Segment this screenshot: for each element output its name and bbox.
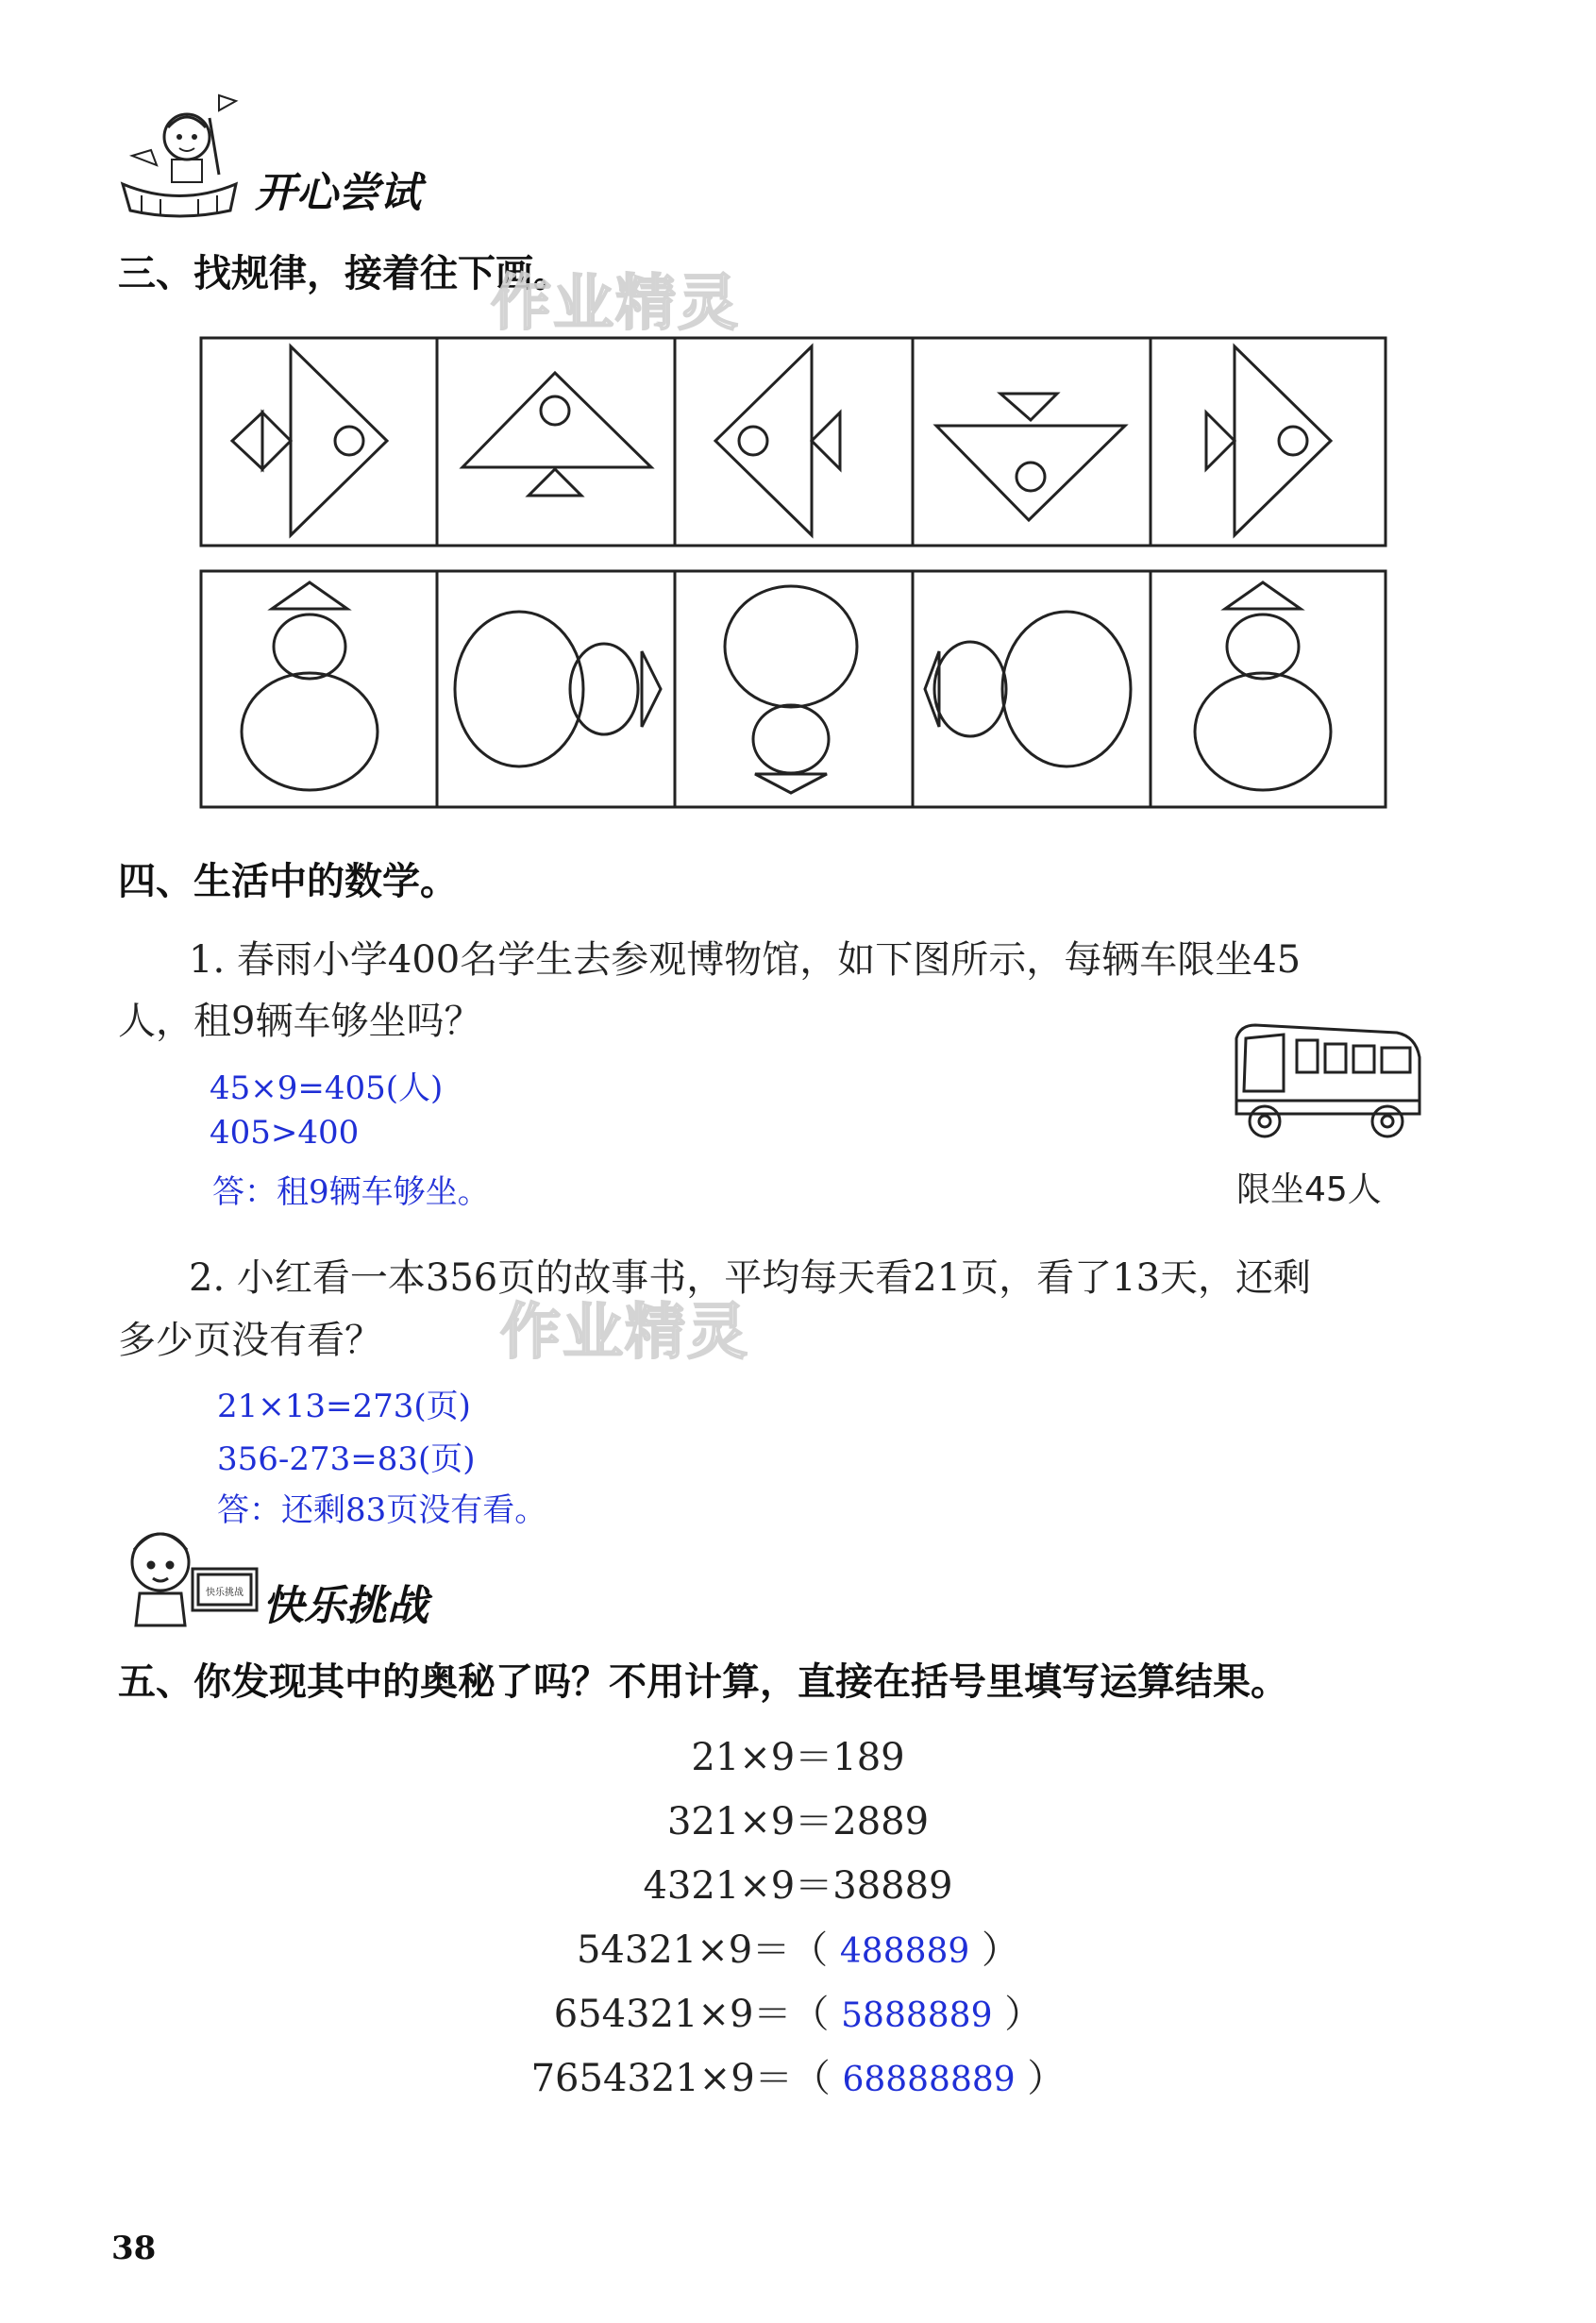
equation-fill-2 <box>0 1984 1596 2038</box>
equation-fill-2-answer: 5888889 <box>841 1996 993 2035</box>
problem-1-answer-1: 45×9=405(人) <box>210 1069 444 1107</box>
problem-1-answer-2: 405>400 <box>210 1114 360 1152</box>
equation-fill-1-close: ） <box>982 1928 1020 1972</box>
equation-fill-3-expr: 7654321×9＝（ <box>530 2057 831 2100</box>
problem-2-line-2: 多少页没有看？ <box>118 1319 382 1362</box>
equation-fill-2-expr: 654321×9＝（ <box>553 1993 830 2036</box>
section-title-challenge: 快乐挑战 <box>262 1582 428 1630</box>
pattern-cell-5 <box>1206 346 1331 535</box>
question-3-heading: 三、找规律，接着往下画。 <box>118 252 571 295</box>
problem-1-line-1: 1. 春雨小学400名学生去参观博物馆，如下图所示，每辆车限坐45 <box>189 938 1302 982</box>
problem-1-line-2: 人，租9辆车够坐吗？ <box>118 1000 482 1043</box>
equation-fill-3 <box>0 2048 1596 2102</box>
pattern-cell-7 <box>455 612 661 766</box>
equation-fill-3-answer: 68888889 <box>842 2061 1016 2099</box>
pattern-cell-1 <box>232 346 387 535</box>
problem-2-line-1: 2. 小红看一本356页的故事书，平均每天看21页，看了13天，还剩 <box>189 1256 1312 1300</box>
pattern-cell-10 <box>1195 582 1331 790</box>
pattern-cell-4 <box>936 394 1125 520</box>
watermark-2: 作业精灵 <box>500 1298 749 1368</box>
problem-2-answer-2: 356-273=83(页) <box>217 1440 476 1478</box>
mascot-boat-illustration <box>113 90 245 222</box>
pattern-cell-6 <box>242 582 378 790</box>
equation-given-1: 21×9＝189 <box>691 1736 905 1779</box>
sign-text: 快乐挑战 <box>206 1588 244 1598</box>
pattern-cell-8 <box>725 586 857 793</box>
pattern-row-1-frame <box>201 338 1386 546</box>
pattern-cell-2 <box>462 373 651 496</box>
question-4-heading: 四、生活中的数学。 <box>118 860 458 903</box>
problem-2-answer-3: 答：还剩83页没有看。 <box>217 1491 547 1529</box>
watermark: 作业精灵 <box>491 269 740 339</box>
section-title-try: 开心尝试 <box>255 169 421 217</box>
equation-fill-3-close: ） <box>1027 2057 1066 2100</box>
equation-fill-1-answer: 488889 <box>839 1932 970 1971</box>
pattern-cell-9 <box>925 612 1131 766</box>
page-number: 38 <box>111 2230 157 2267</box>
equation-fill-1-expr: 54321×9＝（ <box>576 1928 829 1972</box>
bus-capacity-caption: 限坐45人 <box>1236 1170 1382 1209</box>
equation-fill-2-close: ） <box>1004 1993 1043 2036</box>
equation-given-2: 321×9＝2889 <box>666 1800 930 1843</box>
question-5-heading: 五、你发现其中的奥秘了吗？不用计算，直接在括号里填写运算结果。 <box>118 1660 1288 1704</box>
bus-illustration <box>1227 1019 1430 1147</box>
problem-2-answer-1: 21×13=273(页) <box>217 1388 471 1425</box>
pattern-cell-3 <box>715 346 840 535</box>
pattern-grid <box>198 335 1392 816</box>
problem-1-answer-3: 答：租9辆车够坐。 <box>212 1173 490 1211</box>
equation-given-3: 4321×9＝38889 <box>643 1864 953 1908</box>
mascot-sign-illustration <box>111 1510 262 1633</box>
equation-fill-1 <box>0 1920 1596 1974</box>
